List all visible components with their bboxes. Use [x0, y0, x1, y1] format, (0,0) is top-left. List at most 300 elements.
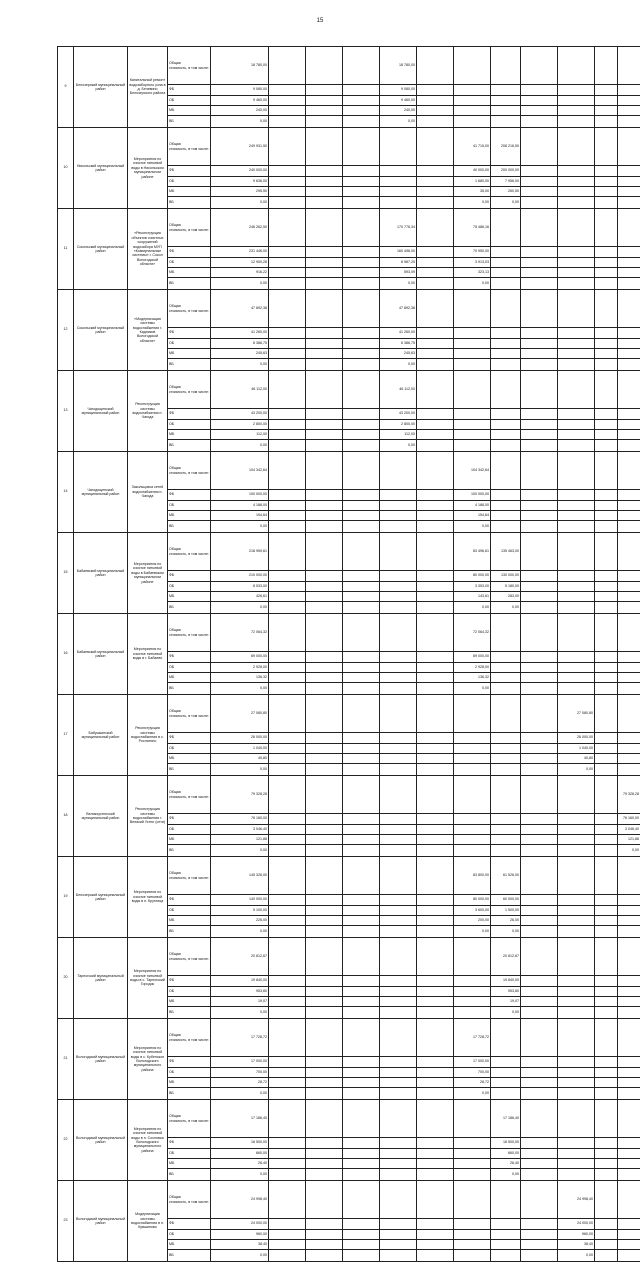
value-cell: 19 840,00 [211, 976, 269, 987]
empty-cell [269, 1159, 306, 1169]
empty-cell [521, 926, 558, 938]
empty-cell [343, 290, 380, 328]
empty-cell [269, 683, 306, 695]
row-label-total-first: Общая [169, 61, 181, 65]
empty-cell [269, 409, 306, 420]
empty-cell [618, 521, 640, 533]
empty-cell [491, 614, 521, 652]
empty-cell [618, 177, 640, 187]
value-cell: 40,80 [558, 754, 595, 764]
row-label-mb: МБ [168, 349, 211, 359]
value-cell: 953,60 [491, 987, 521, 997]
empty-cell [380, 501, 417, 511]
empty-cell [380, 1169, 417, 1181]
entry-object: Мероприятия по очистке питьевой воды в г. Бабаево [128, 614, 168, 695]
empty-cell [343, 1250, 380, 1262]
empty-cell [343, 754, 380, 764]
empty-cell [521, 85, 558, 96]
empty-cell [521, 420, 558, 430]
row-label-total-rest: стоимость, в том числе: [169, 795, 209, 799]
row-label-total-first: Общая [169, 790, 181, 794]
empty-cell [618, 85, 640, 96]
empty-cell [306, 1100, 343, 1138]
empty-cell [491, 744, 521, 754]
empty-cell [595, 247, 618, 258]
value-cell: 130 000,00 [491, 571, 521, 582]
entry-number: 21 [58, 1019, 74, 1100]
empty-cell [558, 128, 595, 166]
empty-cell [306, 825, 343, 835]
empty-cell [595, 501, 618, 511]
empty-cell [595, 177, 618, 187]
empty-cell [306, 895, 343, 906]
empty-cell [454, 1181, 491, 1219]
empty-cell [417, 845, 454, 857]
value-cell: 19 840,00 [491, 976, 521, 987]
table-row [58, 1181, 640, 1219]
row-label-mb: МБ [168, 997, 211, 1007]
empty-cell [491, 683, 521, 695]
empty-cell [618, 754, 640, 764]
empty-cell [618, 197, 640, 209]
value-cell: 112,00 [380, 430, 417, 440]
empty-cell [521, 1100, 558, 1138]
empty-cell [380, 764, 417, 776]
empty-cell [595, 754, 618, 764]
empty-cell [595, 1078, 618, 1088]
row-label-fb: ФБ [168, 490, 211, 501]
entry-number: 20 [58, 938, 74, 1019]
empty-cell [618, 938, 640, 976]
empty-cell [454, 1219, 491, 1230]
empty-cell [269, 1230, 306, 1240]
value-cell: 1 040,00 [211, 744, 269, 754]
empty-cell [618, 490, 640, 501]
empty-cell [269, 359, 306, 371]
value-cell: 4 188,00 [211, 501, 269, 511]
empty-cell [521, 744, 558, 754]
empty-cell [521, 614, 558, 652]
empty-cell [454, 409, 491, 420]
value-cell: 35,00 [454, 187, 491, 197]
empty-cell [521, 1181, 558, 1219]
empty-cell [380, 571, 417, 582]
empty-cell [306, 490, 343, 501]
value-cell: 2 800,00 [211, 420, 269, 430]
empty-cell [491, 733, 521, 744]
empty-cell [306, 571, 343, 582]
empty-cell [269, 177, 306, 187]
empty-cell [521, 1250, 558, 1262]
empty-cell [343, 1057, 380, 1068]
empty-cell [306, 1159, 343, 1169]
empty-cell [417, 420, 454, 430]
empty-cell [306, 409, 343, 420]
table-row [58, 290, 640, 328]
empty-cell [343, 1100, 380, 1138]
empty-cell [417, 359, 454, 371]
entry-object: Реконструкция системы водоснабжения в с. Рослятино [128, 695, 168, 776]
value-cell: 41 715,00 [454, 128, 491, 166]
empty-cell [417, 128, 454, 166]
empty-cell [491, 673, 521, 683]
empty-cell [269, 1007, 306, 1019]
value-cell: 240,00 [211, 106, 269, 116]
empty-cell [595, 1100, 618, 1138]
empty-cell [343, 764, 380, 776]
value-cell: 18 780,00 [211, 47, 269, 85]
empty-cell [269, 1078, 306, 1088]
value-cell: 0,00 [558, 1250, 595, 1262]
empty-cell [558, 197, 595, 209]
entry-region: Вологодский муниципальный район [74, 1181, 128, 1262]
empty-cell [380, 938, 417, 976]
entry-object: Мероприятия по очистке питьевой воды в с. Тарногский Городок [128, 938, 168, 1019]
empty-cell [491, 430, 521, 440]
empty-cell [491, 278, 521, 290]
value-cell: 1 680,00 [454, 177, 491, 187]
row-label-total [168, 1181, 211, 1219]
value-cell: 27 080,80 [558, 695, 595, 733]
value-cell: 80 000,00 [454, 895, 491, 906]
entry-region: Тарногский муниципальный район [74, 938, 128, 1019]
empty-cell [595, 602, 618, 614]
row-label-total [168, 1019, 211, 1057]
value-cell: 83 496,61 [454, 533, 491, 571]
value-cell: 916,22 [211, 268, 269, 278]
entry-object: Капитальный ремонт водозаборного узла в д. Бечевино Белозерского района [128, 47, 168, 128]
empty-cell [306, 339, 343, 349]
empty-cell [343, 614, 380, 652]
empty-cell [618, 452, 640, 490]
value-cell: 40,80 [211, 754, 269, 764]
value-cell: 208 216,50 [491, 128, 521, 166]
value-cell: 80 000,00 [454, 571, 491, 582]
program-funding-table [57, 46, 640, 1262]
empty-cell [417, 695, 454, 733]
empty-cell [306, 764, 343, 776]
empty-cell [618, 247, 640, 258]
value-cell: 323,13 [454, 268, 491, 278]
empty-cell [269, 987, 306, 997]
row-label-total [168, 857, 211, 895]
value-cell: 17 186,40 [211, 1100, 269, 1138]
empty-cell [558, 349, 595, 359]
empty-cell [521, 209, 558, 247]
empty-cell [343, 895, 380, 906]
empty-cell [618, 987, 640, 997]
row-label-fb: ФБ [168, 166, 211, 177]
empty-cell [491, 1219, 521, 1230]
empty-cell [491, 116, 521, 128]
value-cell: 79 328,28 [618, 776, 640, 814]
empty-cell [306, 349, 343, 359]
empty-cell [618, 511, 640, 521]
empty-cell [558, 1007, 595, 1019]
row-label-total [168, 371, 211, 409]
empty-cell [454, 825, 491, 835]
empty-cell [269, 85, 306, 96]
row-label-mb: МБ [168, 592, 211, 602]
empty-cell [618, 96, 640, 106]
empty-cell [417, 533, 454, 571]
empty-cell [558, 430, 595, 440]
empty-cell [491, 845, 521, 857]
empty-cell [595, 359, 618, 371]
row-label-fb: ФБ [168, 814, 211, 825]
empty-cell [380, 1019, 417, 1057]
table-row [58, 1019, 640, 1057]
empty-cell [269, 339, 306, 349]
empty-cell [618, 906, 640, 916]
empty-cell [417, 1149, 454, 1159]
empty-cell [306, 906, 343, 916]
value-cell: 0,00 [211, 764, 269, 776]
empty-cell [521, 835, 558, 845]
value-cell: 16 500,00 [211, 1138, 269, 1149]
empty-cell [454, 744, 491, 754]
row-label-total [168, 938, 211, 976]
empty-cell [269, 938, 306, 976]
value-cell: 4 188,00 [454, 501, 491, 511]
empty-cell [454, 695, 491, 733]
empty-cell [491, 825, 521, 835]
empty-cell [521, 106, 558, 116]
value-cell: 0,00 [211, 359, 269, 371]
empty-cell [521, 754, 558, 764]
empty-cell [269, 106, 306, 116]
empty-cell [521, 128, 558, 166]
empty-cell [595, 1250, 618, 1262]
empty-cell [618, 533, 640, 571]
empty-cell [595, 187, 618, 197]
row-label-fb: ФБ [168, 895, 211, 906]
empty-cell [558, 116, 595, 128]
table-row [58, 47, 640, 85]
empty-cell [521, 602, 558, 614]
value-cell: 104 342,64 [211, 452, 269, 490]
row-label-total-first: Общая [169, 628, 181, 632]
entry-region: Сокольский муниципальный район [74, 290, 128, 371]
entry-object: Закольцовка сетей водоснабжения п. Чагода [128, 452, 168, 533]
empty-cell [269, 814, 306, 825]
value-cell: 104 342,64 [454, 452, 491, 490]
empty-cell [595, 85, 618, 96]
empty-cell [417, 916, 454, 926]
empty-cell [618, 430, 640, 440]
empty-cell [380, 177, 417, 187]
empty-cell [306, 247, 343, 258]
value-cell: 17 728,72 [211, 1019, 269, 1057]
value-cell: 27 080,80 [211, 695, 269, 733]
empty-cell [521, 47, 558, 85]
empty-cell [521, 1219, 558, 1230]
value-cell: 46 112,00 [380, 371, 417, 409]
row-label-ob: ОБ [168, 987, 211, 997]
empty-cell [491, 1088, 521, 1100]
empty-cell [454, 1149, 491, 1159]
empty-cell [521, 976, 558, 987]
empty-cell [595, 96, 618, 106]
empty-cell [306, 1219, 343, 1230]
empty-cell [306, 533, 343, 571]
empty-cell [380, 683, 417, 695]
empty-cell [269, 764, 306, 776]
empty-cell [558, 1019, 595, 1057]
empty-cell [558, 814, 595, 825]
table-row [58, 209, 640, 247]
row-label-ob: ОБ [168, 258, 211, 268]
empty-cell [380, 1078, 417, 1088]
empty-cell [521, 1078, 558, 1088]
table-body [58, 47, 640, 1262]
empty-cell [595, 1007, 618, 1019]
empty-cell [343, 501, 380, 511]
empty-cell [306, 835, 343, 845]
empty-cell [380, 916, 417, 926]
empty-cell [595, 1230, 618, 1240]
empty-cell [343, 197, 380, 209]
value-cell: 0,00 [491, 197, 521, 209]
empty-cell [558, 1068, 595, 1078]
value-cell: 0,00 [558, 764, 595, 776]
empty-cell [269, 247, 306, 258]
empty-cell [306, 258, 343, 268]
empty-cell [618, 1181, 640, 1219]
empty-cell [343, 430, 380, 440]
empty-cell [595, 349, 618, 359]
empty-cell [491, 1181, 521, 1219]
empty-cell [417, 976, 454, 987]
empty-cell [521, 409, 558, 420]
empty-cell [269, 614, 306, 652]
empty-cell [595, 926, 618, 938]
empty-cell [521, 1169, 558, 1181]
empty-cell [417, 825, 454, 835]
empty-cell [595, 278, 618, 290]
empty-cell [306, 1068, 343, 1078]
empty-cell [521, 571, 558, 582]
empty-cell [343, 106, 380, 116]
row-label-vb: ВБ [168, 845, 211, 857]
empty-cell [595, 916, 618, 926]
empty-cell [595, 521, 618, 533]
empty-cell [558, 409, 595, 420]
empty-cell [454, 1007, 491, 1019]
empty-cell [343, 128, 380, 166]
empty-cell [521, 290, 558, 328]
empty-cell [380, 1007, 417, 1019]
empty-cell [521, 521, 558, 533]
empty-cell [618, 673, 640, 683]
empty-cell [417, 258, 454, 268]
empty-cell [306, 1078, 343, 1088]
value-cell: 72 064,32 [454, 614, 491, 652]
empty-cell [380, 733, 417, 744]
empty-cell [343, 521, 380, 533]
empty-cell [618, 1138, 640, 1149]
value-cell: 0,00 [211, 1007, 269, 1019]
row-label-total-first: Общая [169, 142, 181, 146]
entry-number: 16 [58, 614, 74, 695]
empty-cell [491, 409, 521, 420]
empty-cell [306, 420, 343, 430]
empty-cell [595, 663, 618, 673]
empty-cell [521, 997, 558, 1007]
value-cell: 0,00 [211, 1169, 269, 1181]
empty-cell [417, 349, 454, 359]
empty-cell [306, 328, 343, 339]
row-label-mb: МБ [168, 1078, 211, 1088]
empty-cell [417, 754, 454, 764]
empty-cell [343, 916, 380, 926]
empty-cell [558, 602, 595, 614]
empty-cell [558, 209, 595, 247]
empty-cell [343, 695, 380, 733]
empty-cell [491, 501, 521, 511]
value-cell: 0,00 [211, 1088, 269, 1100]
row-label-fb: ФБ [168, 1138, 211, 1149]
empty-cell [521, 96, 558, 106]
empty-cell [380, 1159, 417, 1169]
empty-cell [306, 776, 343, 814]
empty-cell [417, 1159, 454, 1169]
empty-cell [380, 926, 417, 938]
empty-cell [521, 349, 558, 359]
empty-cell [380, 976, 417, 987]
empty-cell [558, 47, 595, 85]
empty-cell [380, 776, 417, 814]
empty-cell [595, 845, 618, 857]
entry-object: Модернизация системы водоснабжения в п. Кувшиново [128, 1181, 168, 1262]
empty-cell [417, 328, 454, 339]
empty-cell [595, 128, 618, 166]
empty-cell [521, 1240, 558, 1250]
empty-cell [595, 533, 618, 571]
entry-region: Вологодский муниципальный район [74, 1100, 128, 1181]
empty-cell [595, 511, 618, 521]
empty-cell [558, 845, 595, 857]
empty-cell [595, 290, 618, 328]
entry-object: Мероприятия по очистке питьевой воды в с. Кубенское Вологодского муниципального района [128, 1019, 168, 1100]
empty-cell [343, 47, 380, 85]
empty-cell [269, 592, 306, 602]
empty-cell [618, 976, 640, 987]
entry-region: Чагодощенский муниципальный район [74, 452, 128, 533]
empty-cell [491, 1078, 521, 1088]
value-cell: 0,00 [454, 521, 491, 533]
empty-cell [343, 209, 380, 247]
empty-cell [417, 1169, 454, 1181]
empty-cell [380, 1250, 417, 1262]
value-cell: 41 260,00 [211, 328, 269, 339]
value-cell: 240 000,00 [211, 166, 269, 177]
empty-cell [454, 754, 491, 764]
value-cell: 0,00 [454, 278, 491, 290]
empty-cell [380, 835, 417, 845]
empty-cell [269, 440, 306, 452]
table-row [58, 128, 640, 166]
empty-cell [269, 47, 306, 85]
empty-cell [306, 733, 343, 744]
empty-cell [595, 997, 618, 1007]
empty-cell [343, 997, 380, 1007]
value-cell: 43 200,00 [380, 409, 417, 420]
value-cell: 0,00 [211, 602, 269, 614]
empty-cell [521, 776, 558, 814]
value-cell: 136,32 [454, 673, 491, 683]
empty-cell [454, 420, 491, 430]
